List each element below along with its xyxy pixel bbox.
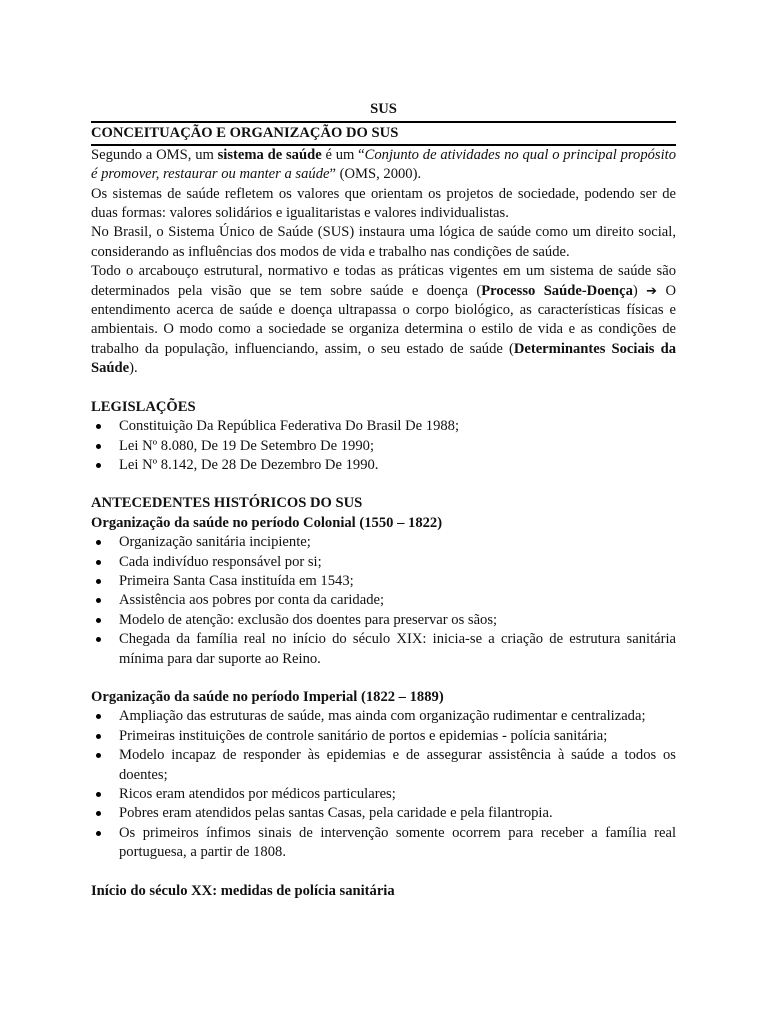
oms-quote: Conjunto de atividades no qual o principal propósito é promover, restaurar ou manter a saúde xyxy=(91,146,676,183)
legislacoes-list xyxy=(91,417,676,475)
list-item: Lei Nº 8.142, De 28 De Dezembro De 1990. xyxy=(91,456,676,475)
paragraph-arcabouco xyxy=(91,262,676,378)
text-run: ” (OMS, 2000). xyxy=(329,166,422,183)
paragraph-oms-definition xyxy=(91,146,676,185)
spacer xyxy=(91,475,676,494)
document-title: SUS xyxy=(370,101,397,117)
list-item: Lei Nº 8.080, De 19 De Setembro De 1990; xyxy=(91,437,676,456)
subheading-seculo-xx: Início do século XX: medidas de polícia sanitária xyxy=(91,882,395,899)
text-run: Segundo a OMS, um xyxy=(91,146,218,163)
text-run: ). xyxy=(129,360,138,377)
list-item: Ricos eram atendidos por médicos particulares; xyxy=(91,785,676,804)
text-run: Todo o arcabouço estrutural, normativo e todas as práticas vigentes em um sistema de saúde são determinados pela visão que se tem sobre saúde e doença ( xyxy=(91,263,676,299)
colonial-list xyxy=(91,533,676,669)
paragraph-brasil-sus: No Brasil, o Sistema Único de Saúde (SUS) instaura uma lógica de saúde como um direito social, considerando as influências dos modos de vida e trabalho nas condições de saúde. xyxy=(91,224,676,260)
section-heading-antecedentes: ANTECEDENTES HISTÓRICOS DO SUS xyxy=(91,495,363,512)
document-content xyxy=(91,100,676,901)
text-run: O entendimento acerca de saúde e doença ultrapassa o corpo biológico, as características físicas e ambientais. O modo como a sociedade se organiza determina o estilo de vida e as condições de trabalho da população, influenciando, assim, o seu estado de saúde ( xyxy=(91,282,676,357)
list-item: Primeira Santa Casa instituída em 1543; xyxy=(91,572,676,591)
bold-term: Determinantes Sociais da Saúde xyxy=(91,340,676,377)
spacer xyxy=(91,379,676,398)
spacer xyxy=(91,669,676,688)
list-item: Pobres eram atendidos pelas santas Casas, pela caridade e pela filantropia. xyxy=(91,804,676,823)
list-item: Organização sanitária incipiente; xyxy=(91,533,676,552)
list-item: Primeiras instituições de controle sanitário de portos e epidemias - polícia sanitária; xyxy=(91,727,676,746)
list-item: Os primeiros ínfimos sinais de intervenção somente ocorrem para receber a família real portuguesa, a partir de 1808. xyxy=(91,824,676,863)
paragraph-sistemas-valores: Os sistemas de saúde refletem os valores que orientam os projetos de sociedade, podendo ser de duas formas: valores solidários e igualitaristas e valores individualistas. xyxy=(91,185,676,222)
subheading-imperial: Organização da saúde no período Imperial (1822 – 1889) xyxy=(91,688,444,705)
bold-term: sistema de saúde xyxy=(217,146,322,163)
list-item: Chegada da família real no início do século XIX: inicia-se a criação de estrutura sanitária mínima para dar suporte ao Reino. xyxy=(91,630,676,669)
subheading-colonial: Organização da saúde no período Colonial (1550 – 1822) xyxy=(91,514,443,531)
section-heading-legislacoes: LEGISLAÇÕES xyxy=(91,398,196,415)
spacer xyxy=(91,863,676,882)
imperial-list xyxy=(91,707,676,862)
text-run: é um “ xyxy=(321,146,365,163)
right-arrow-icon: ➔ xyxy=(646,283,658,299)
bold-term: Processo Saúde-Doença xyxy=(481,282,633,299)
list-item: Assistência aos pobres por conta da caridade; xyxy=(91,591,676,610)
list-item: Cada indivíduo responsável por si; xyxy=(91,553,676,572)
list-item: Modelo de atenção: exclusão dos doentes para preservar os sãos; xyxy=(91,611,676,630)
list-item: Ampliação das estruturas de saúde, mas ainda com organização rudimentar e centralizada; xyxy=(91,707,676,726)
list-item: Modelo incapaz de responder às epidemias e de assegurar assistência à saúde a todos os doentes; xyxy=(91,746,676,785)
section-heading-conceituacao: CONCEITUAÇÃO E ORGANIZAÇÃO DO SUS xyxy=(91,121,676,145)
list-item: Constituição Da República Federativa Do Brasil De 1988; xyxy=(91,417,676,436)
text-run: ) xyxy=(632,282,647,299)
